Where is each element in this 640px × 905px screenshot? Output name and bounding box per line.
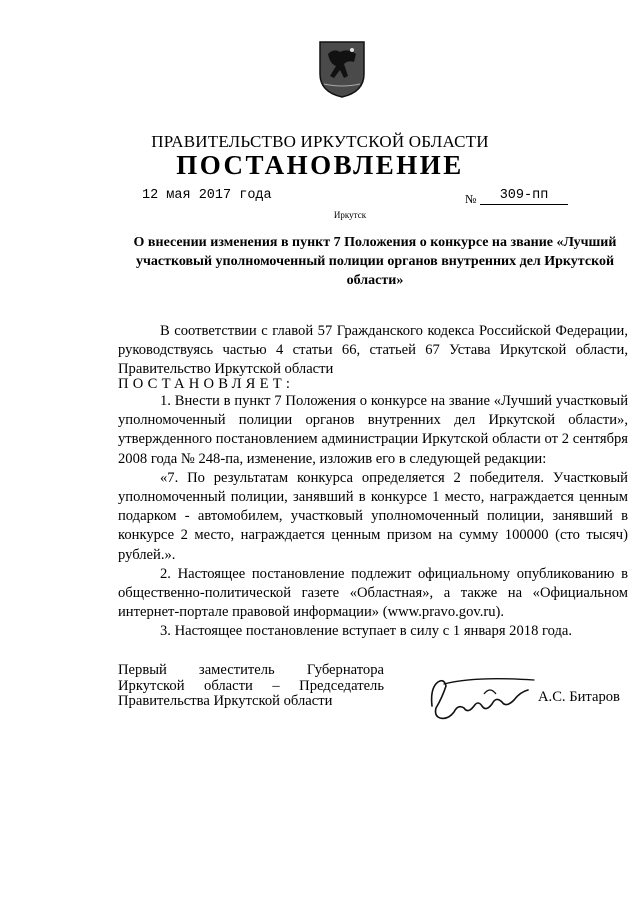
document-number: 309-пп	[480, 187, 568, 205]
signatory-name: А.С. Битаров	[538, 689, 620, 705]
paragraph-3: 3. Настоящее постановление вступает в силу с 1 января 2018 года.	[160, 623, 573, 640]
paragraph-1: 1. Внести в пункт 7 Положения о конкурсе на звание «Лучший участковый уполномоченный полиции органов внутренних дел Иркутской области», утвержденного постановлением администрации Иркутской области от 2 сентября 2008 года № 248-па, изменение, изложив его в следующей редакции:	[118, 393, 628, 467]
number-sign: №	[465, 192, 477, 206]
resolution-paragraphs	[118, 392, 628, 642]
preamble	[118, 322, 628, 380]
city-name: Иркутск	[333, 210, 367, 220]
handwritten-signature	[424, 668, 544, 730]
paragraph-2: 2. Настоящее постановление подлежит официальному опубликованию в общественно-политической газете «Областная», а также на «Официальном интернет-портале правовой информации» (www.pravo.gov.ru).	[118, 565, 628, 621]
signatory-title-line-1: Первый заместитель Губернатора	[118, 662, 384, 678]
paragraph-1-quote: «7. По результатам конкурса определяется 2 победителя. Участковый уполномоченный полиции, занявший в конкурсе 1 место, награждается ценным подарком - автомобилем, участковый уполномоченный полиции, занявший в конкурсе 2 место, награждается ценным призом на сумму 100000 (сто тысяч) рублей.».	[118, 469, 628, 563]
preamble-text: В соответствии с главой 57 Гражданского кодекса Российской Федерации, руководствуясь частью 4 статьи 66, статьей 67 Устава Иркутской области, Правительство Иркутской области	[118, 323, 628, 378]
signatory-title-line-2: Иркутской области – Председатель	[118, 677, 384, 694]
coat-of-arms-emblem	[318, 40, 366, 98]
document-title: О внесении изменения в пункт 7 Положения о конкурсе на звание «Лучший участковый уполномоченный полиции органов внутренних дел Иркутской области»	[133, 235, 617, 288]
organization-name: ПРАВИТЕЛЬСТВО ИРКУТСКОЙ ОБЛАСТИ	[151, 132, 489, 151]
signatory-title-line-3: Правительства Иркутской области	[118, 693, 333, 709]
document-type: ПОСТАНОВЛЕНИЕ	[176, 150, 464, 180]
resolve-heading: ПОСТАНОВЛЯЕТ:	[118, 376, 295, 392]
signatory-title	[118, 663, 384, 710]
document-date: 12 мая 2017 года	[142, 188, 272, 203]
